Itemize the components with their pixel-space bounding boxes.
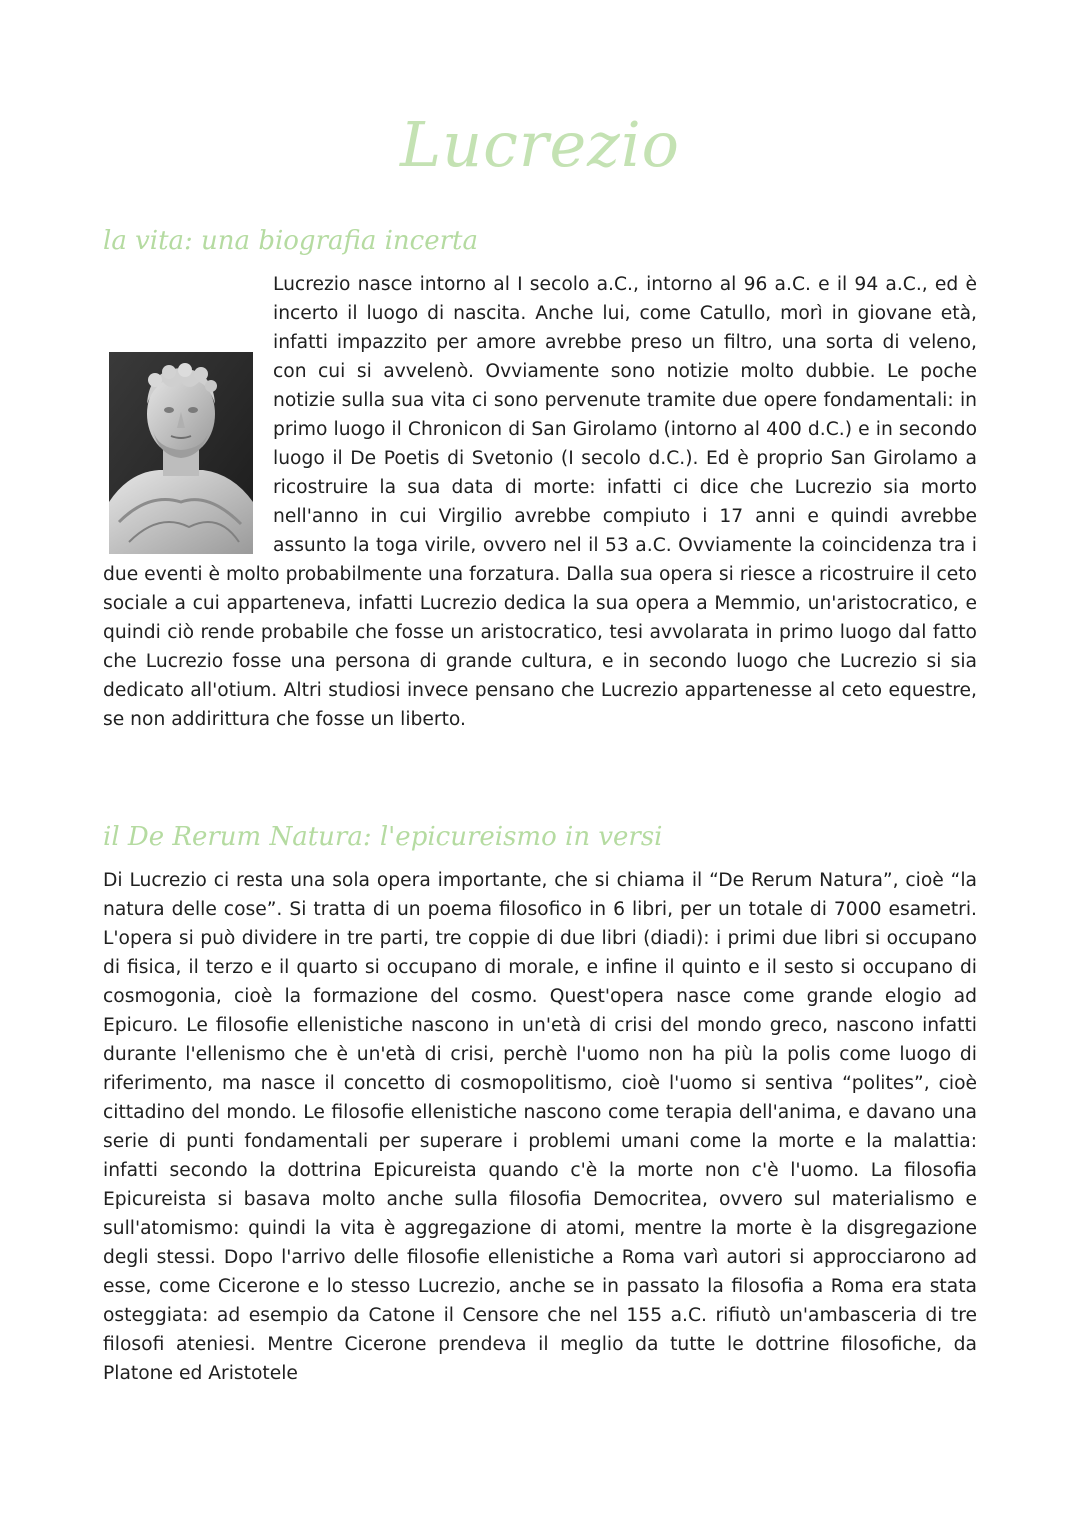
section-heading-de-rerum-natura: il De Rerum Natura: l'epicureismo in versi xyxy=(103,822,663,852)
paragraph-vita: Lucrezio nasce intorno al I secolo a.C., intorno al 96 a.C. e il 94 a.C., ed è incerto il luogo di nascita. Anche lui, come Catullo, morì in giovane età, infatti impazzito per amore avrebbe preso un filtro, una sorta di veleno, con cui si avvelenò. Ovviamente sono notizie molto dubbie. Le poche notizie sulla sua vita ci sono pervenute tramite due opere fondamentali: in primo luogo il Chronicon di San Girolamo (intorno al 400 d.C.) e in secondo luogo il De Poetis di Svetonio (I secolo d.C.). Ed è proprio San Girolamo a ricostruire la sua data di morte: infatti ci dice che Lucrezio sia morto nell'anno in cui Virgilio avrebbe compiuto i 17 anni e quindi avrebbe assunto la toga virile, ovvero nel il 53 a.C. Ovviamente la coincidenza tra i due eventi è molto probabilmente una forzatura. Dalla sua opera si riesce a ricostruire il ceto sociale a cui apparteneva, infatti Lucrezio dedica la sua opera a Memmio, un'aristocratico, e quindi ciò rende probabile che fosse un aristocratico, tesi avvolarata in primo luogo dal fatto che Lucrezio fosse una persona di grande cultura, e in secondo luogo che Lucrezio si sia dedicato all'otium. Altri studiosi invece pensano che Lucrezio appartenesse al ceto equestre, se non addirittura che fosse un liberto. xyxy=(103,274,977,730)
lucrezio-bust-image xyxy=(109,352,253,554)
paragraph-de-rerum-natura: Di Lucrezio ci resta una sola opera importante, che si chiama il “De Rerum Natura”, cioè “la natura delle cose”. Si tratta di un poema filosofico in 6 libri, per un totale di 7000 esametri. L'opera si può dividere in tre parti, tre coppie di due libri (diadi): i primi due libri si occupano di fisica, il terzo e il quarto si occupano di morale, e infine il quinto e il sesto si occupano di cosmogonia, cioè la formazione del cosmo. Quest'opera nasce come grande elogio ad Epicuro. Le filosofie ellenistiche nascono in un'età di crisi del mondo greco, nascono infatti durante l'ellenismo che è un'età di crisi, perchè l'uomo non ha più la polis come luogo di riferimento, ma nasce il concetto di cosmopolitismo, cioè l'uomo si sentiva “polites”, cioè cittadino del mondo. Le filosofie ellenistiche nascono come terapia dell'anima, e davano una serie di punti fondamentali per superare i problemi umani come la morte e la malattia: infatti secondo la dottrina Epicureista quando c'è la morte non c'è l'uomo. La filosofia Epicureista si basava molto anche sulla filosofia Democritea, ovvero sul materialismo e sull'atomismo: quindi la vita è aggregazione di atomi, mentre la morte è la disgregazione degli stessi. Dopo l'arrivo delle filosofie ellenistiche a Roma varì autori si approcciarono ad esse, come Cicerone e lo stesso Lucrezio, anche se in passato la filosofia a Roma era stata osteggiata: ad esempio da Catone il Censore che nel 155 a.C. rifiutò un'ambasceria di tre filosofi ateniesi. Mentre Cicerone prendeva il meglio da tutte le dottrine filosofiche, da Platone ed Aristotele xyxy=(103,870,977,1384)
bust-image-container xyxy=(103,328,273,560)
section-heading-vita: la vita: una biografia incerta xyxy=(103,226,478,256)
section-text-vita xyxy=(103,270,977,734)
page-title: Lucrezio xyxy=(400,108,680,181)
